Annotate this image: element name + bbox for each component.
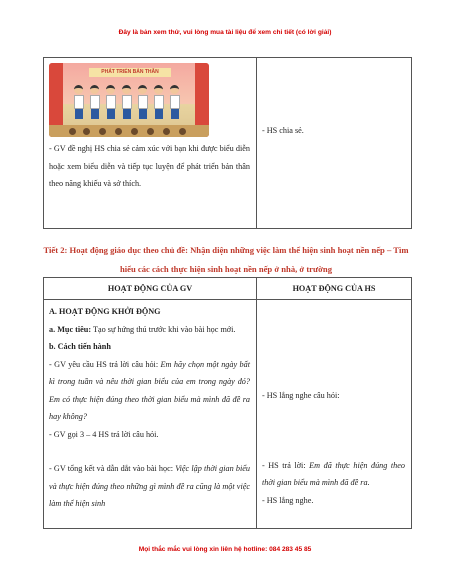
activity-table-1 bbox=[43, 57, 412, 229]
gv-share-text: - GV đề nghị HS chia sẻ cảm xúc với bạn khi được biểu diễn hoặc xem biểu diễn và tiếp tục luyện để phát triển bản thân theo năng khiếu và sở thích. bbox=[49, 144, 250, 188]
stage-performance-illustration bbox=[49, 63, 209, 137]
hs-step-3: - HS lắng nghe. bbox=[262, 495, 314, 505]
illustration-banner: PHÁT TRIỂN BẢN THÂN bbox=[89, 68, 171, 77]
hs-activity-cell bbox=[257, 300, 412, 529]
lesson-heading: Tiết 2: Hoạt động giáo dục theo chủ đề: Nhận diện những việc làm thể hiện sinh hoạt nền nếp – Tìm hiểu các cách thực hiện sinh hoạt nền nếp ở nhà, ở trường bbox=[43, 245, 409, 274]
section-a-title: A. HOẠT ĐỘNG KHỞI ĐỘNG bbox=[49, 307, 161, 316]
hs-cell bbox=[257, 58, 412, 229]
cach-tien-hanh-title: b. Cách tiến hành bbox=[49, 342, 111, 351]
gv-step-2: - GV gọi 3 – 4 HS trả lời câu hỏi. bbox=[49, 429, 159, 439]
preview-notice: Đây là bản xem thử, vui lòng mua tài liệu để xem chi tiết (có lời giải) bbox=[118, 29, 332, 36]
gv-step-3: - GV tổng kết và dẫn dắt vào bài học: Việc lập thời gian biểu và thực hiện đúng theo những gì mình đề ra cũng là một việc làm thể hiện sinh bbox=[49, 464, 250, 508]
gv-activity-cell bbox=[44, 300, 257, 529]
hs-share-text: - HS chia sẻ. bbox=[262, 126, 304, 135]
gv-cell bbox=[44, 58, 257, 229]
column-header-gv: HOẠT ĐỘNG CỦA GV bbox=[44, 278, 257, 300]
column-header-hs: HOẠT ĐỘNG CỦA HS bbox=[257, 278, 412, 300]
muc-tieu-line: a. Mục tiêu: Tạo sự hứng thú trước khi vào bài học mới. bbox=[49, 324, 236, 334]
activity-table-2 bbox=[43, 277, 412, 529]
hs-step-2: - HS trả lời: Em đã thực hiện đúng theo thời gian biểu mà mình đã đề ra. bbox=[262, 460, 406, 487]
hotline-notice: Mọi thắc mắc vui lòng xin liên hệ hotline: 084 283 45 85 bbox=[138, 546, 312, 553]
gv-step-1: - GV yêu cầu HS trả lời câu hỏi: Em hãy chọn một ngày bất kì trong tuần và nêu thời gian biểu của em trong ngày đó? Em có thực hiện đúng theo thời gian biểu mà mình đã đề ra hay không? bbox=[49, 359, 251, 421]
hs-step-1: - HS lắng nghe câu hỏi: bbox=[262, 391, 340, 400]
